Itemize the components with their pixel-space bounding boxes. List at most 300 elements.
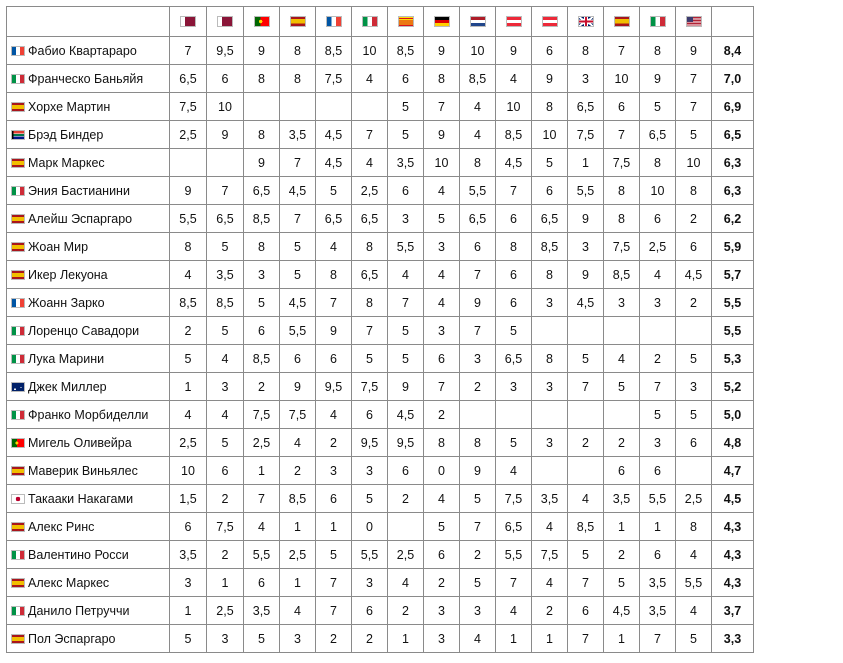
score-cell: 3: [352, 569, 388, 597]
score-cell: 6: [460, 233, 496, 261]
score-cell: 5: [316, 177, 352, 205]
score-cell: 8,5: [244, 205, 280, 233]
score-cell: 2: [676, 205, 712, 233]
rider-name-cell: [7, 541, 170, 569]
header-row: [7, 7, 754, 37]
italy-flag-icon: [11, 74, 25, 84]
score-cell: 9: [424, 121, 460, 149]
score-cell: 8: [640, 37, 676, 65]
score-cell: 1: [170, 373, 207, 401]
score-cell: 8,5: [568, 513, 604, 541]
italy-flag-icon: [362, 16, 378, 27]
score-cell: 5: [244, 625, 280, 653]
score-cell: 5: [352, 345, 388, 373]
score-cell: 2,5: [280, 541, 316, 569]
score-cell: 5,5: [460, 177, 496, 205]
rider-name-cell: [7, 401, 170, 429]
score-cell: 5: [170, 345, 207, 373]
score-cell: 4: [280, 597, 316, 625]
score-cell: 8: [532, 345, 568, 373]
round-header-15: [676, 7, 712, 37]
score-cell: 2: [316, 625, 352, 653]
score-cell: [460, 401, 496, 429]
table-row: [7, 457, 754, 485]
rider-name: Лоренцо Савадори: [28, 323, 140, 338]
score-cell: 7: [496, 177, 532, 205]
score-cell: 8: [244, 65, 280, 93]
score-cell: 8,5: [244, 345, 280, 373]
total-cell: 3,3: [712, 625, 754, 653]
rider-name: Джек Миллер: [28, 379, 107, 394]
score-cell: 9: [244, 37, 280, 65]
austria-flag-icon: [542, 16, 558, 27]
score-cell: 1: [640, 513, 676, 541]
score-cell: 5: [460, 485, 496, 513]
score-cell: 8: [640, 149, 676, 177]
score-cell: 8,5: [170, 289, 207, 317]
score-cell: 3: [424, 233, 460, 261]
score-cell: 5: [496, 317, 532, 345]
score-cell: 1: [207, 569, 244, 597]
score-cell: 4,5: [280, 177, 316, 205]
score-cell: 7: [676, 65, 712, 93]
table-row: [7, 121, 754, 149]
score-cell: 10: [640, 177, 676, 205]
score-cell: 8: [676, 513, 712, 541]
score-cell: 3,5: [640, 569, 676, 597]
score-cell: 2: [676, 289, 712, 317]
score-cell: 3: [568, 233, 604, 261]
rider-name: Брэд Биндер: [28, 127, 104, 142]
score-cell: 7: [352, 317, 388, 345]
rider-name: Жоан Мир: [28, 239, 89, 254]
rider-name: Пол Эспаргаро: [28, 631, 116, 646]
score-cell: 4: [207, 345, 244, 373]
score-cell: [568, 317, 604, 345]
italy-flag-icon: [11, 354, 25, 364]
rider-name-cell: [7, 205, 170, 233]
rider-name-cell: [7, 93, 170, 121]
score-cell: 6: [280, 345, 316, 373]
score-cell: 3,5: [170, 541, 207, 569]
score-cell: 2: [604, 429, 640, 457]
score-cell: 8: [280, 65, 316, 93]
score-cell: 2: [207, 541, 244, 569]
score-cell: 5,5: [280, 317, 316, 345]
table-row: [7, 401, 754, 429]
score-cell: 3,5: [207, 261, 244, 289]
score-cell: 1: [280, 513, 316, 541]
score-cell: 6: [244, 317, 280, 345]
score-cell: 2: [460, 373, 496, 401]
table-row: [7, 597, 754, 625]
score-cell: 8,5: [496, 121, 532, 149]
score-cell: 3: [316, 457, 352, 485]
score-cell: 1: [604, 625, 640, 653]
score-cell: 6,5: [496, 513, 532, 541]
score-cell: 7: [280, 149, 316, 177]
score-cell: 7: [676, 93, 712, 121]
table-row: [7, 317, 754, 345]
round-header-9: [460, 7, 496, 37]
score-cell: 1: [316, 513, 352, 541]
score-cell: 6,5: [352, 205, 388, 233]
score-cell: 6: [568, 597, 604, 625]
score-cell: 6: [604, 93, 640, 121]
score-cell: 7,5: [280, 401, 316, 429]
score-cell: 3: [460, 345, 496, 373]
score-cell: 5: [352, 485, 388, 513]
round-header-4: [280, 7, 316, 37]
rider-name-cell: [7, 37, 170, 65]
score-cell: 4: [676, 597, 712, 625]
score-cell: 4: [460, 93, 496, 121]
rider-name-cell: [7, 625, 170, 653]
score-cell: 5: [207, 429, 244, 457]
total-cell: 4,7: [712, 457, 754, 485]
score-cell: 5,5: [496, 541, 532, 569]
score-cell: 6: [207, 65, 244, 93]
score-cell: 9: [424, 37, 460, 65]
italy-flag-icon: [11, 606, 25, 616]
score-cell: 3,5: [244, 597, 280, 625]
round-header-7: [388, 7, 424, 37]
score-cell: 5: [640, 401, 676, 429]
score-cell: 2: [640, 345, 676, 373]
france-flag-icon: [326, 16, 342, 27]
score-cell: 4,5: [388, 401, 424, 429]
score-cell: 7: [207, 177, 244, 205]
score-cell: [676, 317, 712, 345]
table-row: [7, 205, 754, 233]
spain-flag-icon: [11, 466, 25, 476]
score-cell: 7: [604, 37, 640, 65]
score-cell: 7,5: [604, 233, 640, 261]
score-cell: 5: [676, 625, 712, 653]
score-cell: 6: [640, 205, 676, 233]
score-cell: 3,5: [388, 149, 424, 177]
total-cell: 4,5: [712, 485, 754, 513]
score-cell: 8: [280, 37, 316, 65]
score-cell: 9: [244, 149, 280, 177]
score-cell: 8,5: [604, 261, 640, 289]
total-cell: 7,0: [712, 65, 754, 93]
rider-name-cell: [7, 569, 170, 597]
score-cell: 0: [424, 457, 460, 485]
rider-name: Мигель Оливейра: [28, 435, 132, 450]
score-cell: 4,5: [568, 289, 604, 317]
italy-flag-icon: [11, 410, 25, 420]
score-cell: [532, 401, 568, 429]
portugal-flag-icon: [11, 438, 25, 448]
spain-flag-icon: [11, 242, 25, 252]
score-cell: 7,5: [568, 121, 604, 149]
rider-name-cell: [7, 457, 170, 485]
table-row: [7, 65, 754, 93]
japan-flag-icon: [11, 494, 25, 504]
score-cell: 2: [424, 401, 460, 429]
score-cell: 4: [424, 261, 460, 289]
score-cell: 4: [424, 289, 460, 317]
score-cell: [604, 401, 640, 429]
score-cell: 4: [532, 569, 568, 597]
round-header-8: [424, 7, 460, 37]
score-cell: 1: [568, 149, 604, 177]
score-cell: 1: [532, 625, 568, 653]
score-cell: 2,5: [676, 485, 712, 513]
spain-flag-icon: [11, 522, 25, 532]
table-row: [7, 625, 754, 653]
score-cell: 7,5: [316, 65, 352, 93]
score-cell: 5: [568, 345, 604, 373]
score-cell: 6,5: [568, 93, 604, 121]
score-cell: 5: [604, 373, 640, 401]
score-cell: 1: [604, 513, 640, 541]
score-cell: 7,5: [170, 93, 207, 121]
total-cell: 5,7: [712, 261, 754, 289]
score-cell: 7,5: [532, 541, 568, 569]
spain-flag-icon: [614, 16, 630, 27]
total-cell: 6,9: [712, 93, 754, 121]
score-cell: 6: [424, 345, 460, 373]
score-cell: 4: [424, 485, 460, 513]
score-cell: 2,5: [170, 121, 207, 149]
score-cell: 7: [424, 373, 460, 401]
score-cell: 4: [388, 569, 424, 597]
total-cell: 6,3: [712, 149, 754, 177]
score-cell: 9: [460, 289, 496, 317]
score-cell: 4: [316, 233, 352, 261]
score-cell: 7: [244, 485, 280, 513]
score-cell: 6: [316, 485, 352, 513]
round-header-11: [532, 7, 568, 37]
score-cell: 4: [170, 401, 207, 429]
round-header-10: [496, 7, 532, 37]
score-cell: 7,5: [352, 373, 388, 401]
total-cell: 5,0: [712, 401, 754, 429]
score-cell: 2: [424, 569, 460, 597]
table-row: [7, 569, 754, 597]
score-cell: 3,5: [604, 485, 640, 513]
table-row: [7, 429, 754, 457]
score-cell: 4: [244, 513, 280, 541]
rider-name: Алейш Эспаргаро: [28, 211, 133, 226]
rider-name: Эния Бастианини: [28, 183, 130, 198]
score-cell: 7: [568, 373, 604, 401]
score-cell: 4,5: [676, 261, 712, 289]
score-cell: [532, 457, 568, 485]
score-cell: [532, 317, 568, 345]
score-cell: [568, 457, 604, 485]
score-cell: 7: [170, 37, 207, 65]
table-row: [7, 513, 754, 541]
score-cell: 10: [604, 65, 640, 93]
score-cell: 2: [388, 597, 424, 625]
score-cell: 6,5: [496, 345, 532, 373]
score-cell: 5: [388, 317, 424, 345]
score-cell: 7: [460, 513, 496, 541]
score-cell: 4,5: [280, 289, 316, 317]
score-cell: 6,5: [532, 205, 568, 233]
score-cell: 4: [568, 485, 604, 513]
score-cell: 4: [496, 65, 532, 93]
qatar-flag-icon: [217, 16, 233, 27]
rider-name-cell: [7, 177, 170, 205]
score-cell: 2,5: [207, 597, 244, 625]
score-cell: [244, 93, 280, 121]
score-cell: 5,5: [244, 541, 280, 569]
rider-name-cell: [7, 261, 170, 289]
table-row: [7, 149, 754, 177]
table-row: [7, 261, 754, 289]
score-cell: 2,5: [352, 177, 388, 205]
total-cell: 5,5: [712, 289, 754, 317]
score-cell: 5: [280, 233, 316, 261]
australia-flag-icon: [11, 382, 25, 392]
score-cell: 8: [244, 233, 280, 261]
score-cell: 9: [568, 261, 604, 289]
score-cell: 5,5: [170, 205, 207, 233]
table-row: [7, 233, 754, 261]
score-cell: 6: [352, 597, 388, 625]
score-cell: 8: [424, 429, 460, 457]
round-header-6: [352, 7, 388, 37]
score-cell: [170, 149, 207, 177]
rider-name: Фабио Квартараро: [28, 43, 137, 58]
score-cell: 3,5: [280, 121, 316, 149]
total-cell: 6,5: [712, 121, 754, 149]
score-cell: 4: [676, 541, 712, 569]
score-cell: [640, 317, 676, 345]
score-cell: 4: [460, 121, 496, 149]
total-cell: 8,4: [712, 37, 754, 65]
score-cell: 7,5: [244, 401, 280, 429]
score-cell: 4: [604, 345, 640, 373]
spain-flag-icon: [11, 214, 25, 224]
score-cell: 5: [244, 289, 280, 317]
round-header-1: [170, 7, 207, 37]
rider-name-cell: [7, 345, 170, 373]
rider-name-cell: [7, 597, 170, 625]
score-cell: 3,5: [640, 597, 676, 625]
score-cell: 8: [604, 177, 640, 205]
score-cell: 2: [532, 597, 568, 625]
score-cell: 6: [170, 513, 207, 541]
rider-name: Жоанн Зарко: [28, 295, 105, 310]
score-cell: 7: [604, 121, 640, 149]
score-cell: 2: [352, 625, 388, 653]
score-cell: 10: [170, 457, 207, 485]
france-flag-icon: [11, 46, 25, 56]
score-cell: 3: [496, 373, 532, 401]
score-cell: 3: [207, 373, 244, 401]
score-cell: 6: [496, 205, 532, 233]
total-cell: 4,3: [712, 541, 754, 569]
score-cell: 5: [316, 541, 352, 569]
score-cell: 6,5: [352, 261, 388, 289]
score-cell: 8: [676, 177, 712, 205]
score-cell: 8: [460, 429, 496, 457]
round-header-2: [207, 7, 244, 37]
rider-name-cell: [7, 149, 170, 177]
score-cell: 9: [496, 37, 532, 65]
score-cell: 7: [460, 317, 496, 345]
rider-name-cell: [7, 317, 170, 345]
score-cell: 4,5: [604, 597, 640, 625]
score-cell: 7: [640, 625, 676, 653]
score-cell: 2,5: [170, 429, 207, 457]
portugal-flag-icon: [254, 16, 270, 27]
score-cell: 9,5: [388, 429, 424, 457]
score-cell: 8: [532, 261, 568, 289]
score-cell: 8,5: [316, 37, 352, 65]
score-cell: 5: [460, 569, 496, 597]
italy-flag-icon: [11, 326, 25, 336]
spain-flag-icon: [11, 270, 25, 280]
usa-flag-icon: [686, 16, 702, 27]
rider-name: Франческо Баньяйя: [28, 71, 144, 86]
score-cell: 4: [388, 261, 424, 289]
score-cell: 5: [568, 541, 604, 569]
score-cell: 3: [640, 289, 676, 317]
score-cell: 6: [532, 177, 568, 205]
score-cell: 4: [352, 149, 388, 177]
score-cell: 7: [388, 289, 424, 317]
score-cell: 6,5: [640, 121, 676, 149]
score-cell: 10: [424, 149, 460, 177]
score-cell: [207, 149, 244, 177]
score-cell: 9: [170, 177, 207, 205]
table-row: [7, 345, 754, 373]
total-cell: 5,2: [712, 373, 754, 401]
score-cell: [604, 317, 640, 345]
score-cell: [280, 93, 316, 121]
score-cell: 3: [568, 65, 604, 93]
score-cell: 7,5: [207, 513, 244, 541]
table-row: [7, 289, 754, 317]
score-cell: 5,5: [352, 541, 388, 569]
score-cell: 6: [532, 37, 568, 65]
score-cell: 3: [207, 625, 244, 653]
score-cell: 6: [388, 65, 424, 93]
score-cell: 9: [316, 317, 352, 345]
score-cell: 5: [676, 345, 712, 373]
score-cell: 3: [676, 373, 712, 401]
score-cell: 0: [352, 513, 388, 541]
total-cell: 4,3: [712, 513, 754, 541]
total-cell: 3,7: [712, 597, 754, 625]
round-header-12: [568, 7, 604, 37]
score-cell: [316, 93, 352, 121]
score-cell: 3: [640, 429, 676, 457]
score-cell: 6: [316, 345, 352, 373]
score-cell: 3: [424, 625, 460, 653]
score-cell: 4: [352, 65, 388, 93]
score-cell: 2: [604, 541, 640, 569]
score-cell: 5,5: [676, 569, 712, 597]
score-cell: 2: [280, 457, 316, 485]
score-cell: 5: [496, 429, 532, 457]
score-cell: 6: [388, 177, 424, 205]
round-header-5: [316, 7, 352, 37]
score-cell: 8: [352, 289, 388, 317]
score-cell: 4: [496, 457, 532, 485]
score-cell: 5: [640, 93, 676, 121]
score-cell: 8: [352, 233, 388, 261]
score-cell: 4: [532, 513, 568, 541]
score-cell: 7: [316, 597, 352, 625]
score-cell: 7,5: [496, 485, 532, 513]
